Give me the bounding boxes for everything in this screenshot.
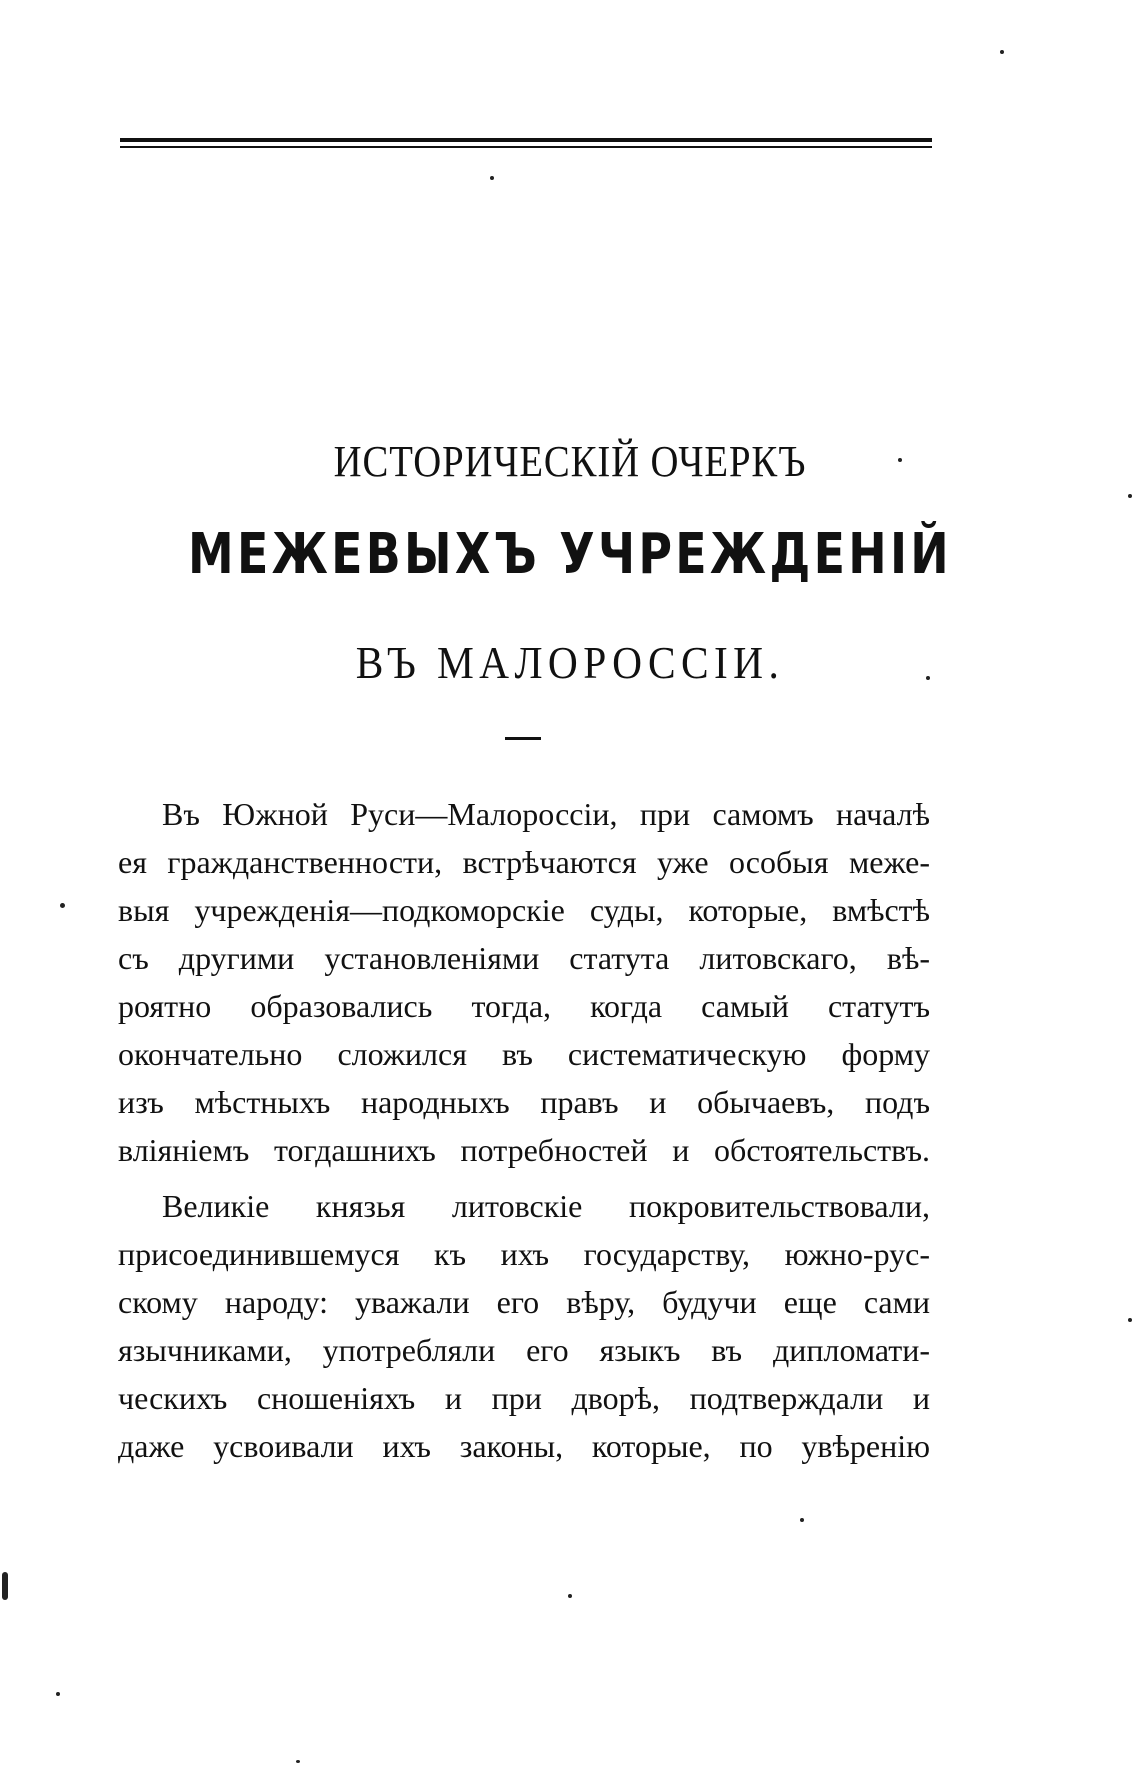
scan-speck	[1128, 494, 1132, 498]
scan-speck	[56, 1692, 60, 1696]
scan-speck	[898, 458, 902, 462]
scan-speck	[1128, 1318, 1132, 1322]
text-line: выя учрежденія—подкоморскіе суды, которые, вмѣстѣ	[118, 892, 930, 928]
heading-line-1: ИСТОРИЧЕСКІЙ ОЧЕРКЪ	[333, 437, 807, 486]
paragraph-1	[118, 790, 930, 1174]
text-line: ческихъ сношеніяхъ и при дворѣ, подтверждали и	[118, 1380, 930, 1416]
text-line: окончательно сложился въ систематическую форму	[118, 1036, 930, 1072]
text-line: язычниками, употребляли его языкъ въ дипломати-	[118, 1332, 930, 1368]
text-line: изъ мѣстныхъ народныхъ правъ и обычаевъ, подъ	[118, 1084, 930, 1120]
heading-divider	[505, 737, 541, 740]
scan-speck	[926, 676, 930, 680]
text-line: съ другими установленіями статута литовскаго, вѣ-	[118, 940, 930, 976]
text-line: Великіе князья литовскіе покровительствовали,	[162, 1188, 930, 1224]
scan-speck	[800, 1518, 804, 1522]
top-rule-thick	[120, 138, 932, 142]
text-line: роятно образовались тогда, когда самый статутъ	[118, 988, 930, 1024]
text-line: ея гражданственности, встрѣчаются уже особыя меже-	[118, 844, 930, 880]
text-line: даже усвоивали ихъ законы, которые, по увѣренію	[118, 1428, 930, 1464]
text-line: присоединившемуся къ ихъ государству, южно-рус-	[118, 1236, 930, 1272]
text-line: вліяніемъ тогдашнихъ потребностей и обстоятельствъ.	[118, 1132, 930, 1168]
scan-speck	[490, 176, 494, 180]
heading-line-2: МЕЖЕВЫХЪ УЧРЕЖДЕНІЙ	[187, 522, 953, 587]
scan-speck	[1000, 50, 1004, 54]
scan-speck	[60, 903, 65, 908]
body-text	[118, 790, 930, 1478]
scan-speck	[2, 1572, 8, 1600]
text-line: скому народу: уважали его вѣру, будучи еще сами	[118, 1284, 930, 1320]
scan-speck	[568, 1594, 572, 1598]
paragraph-2	[118, 1182, 930, 1470]
text-line: Въ Южной Руси—Малороссіи, при самомъ началѣ	[162, 796, 930, 832]
scan-speck	[296, 1760, 300, 1763]
top-rule-thin	[120, 146, 932, 148]
heading-line-3: ВЪ МАЛОРОССІИ.	[355, 637, 785, 688]
